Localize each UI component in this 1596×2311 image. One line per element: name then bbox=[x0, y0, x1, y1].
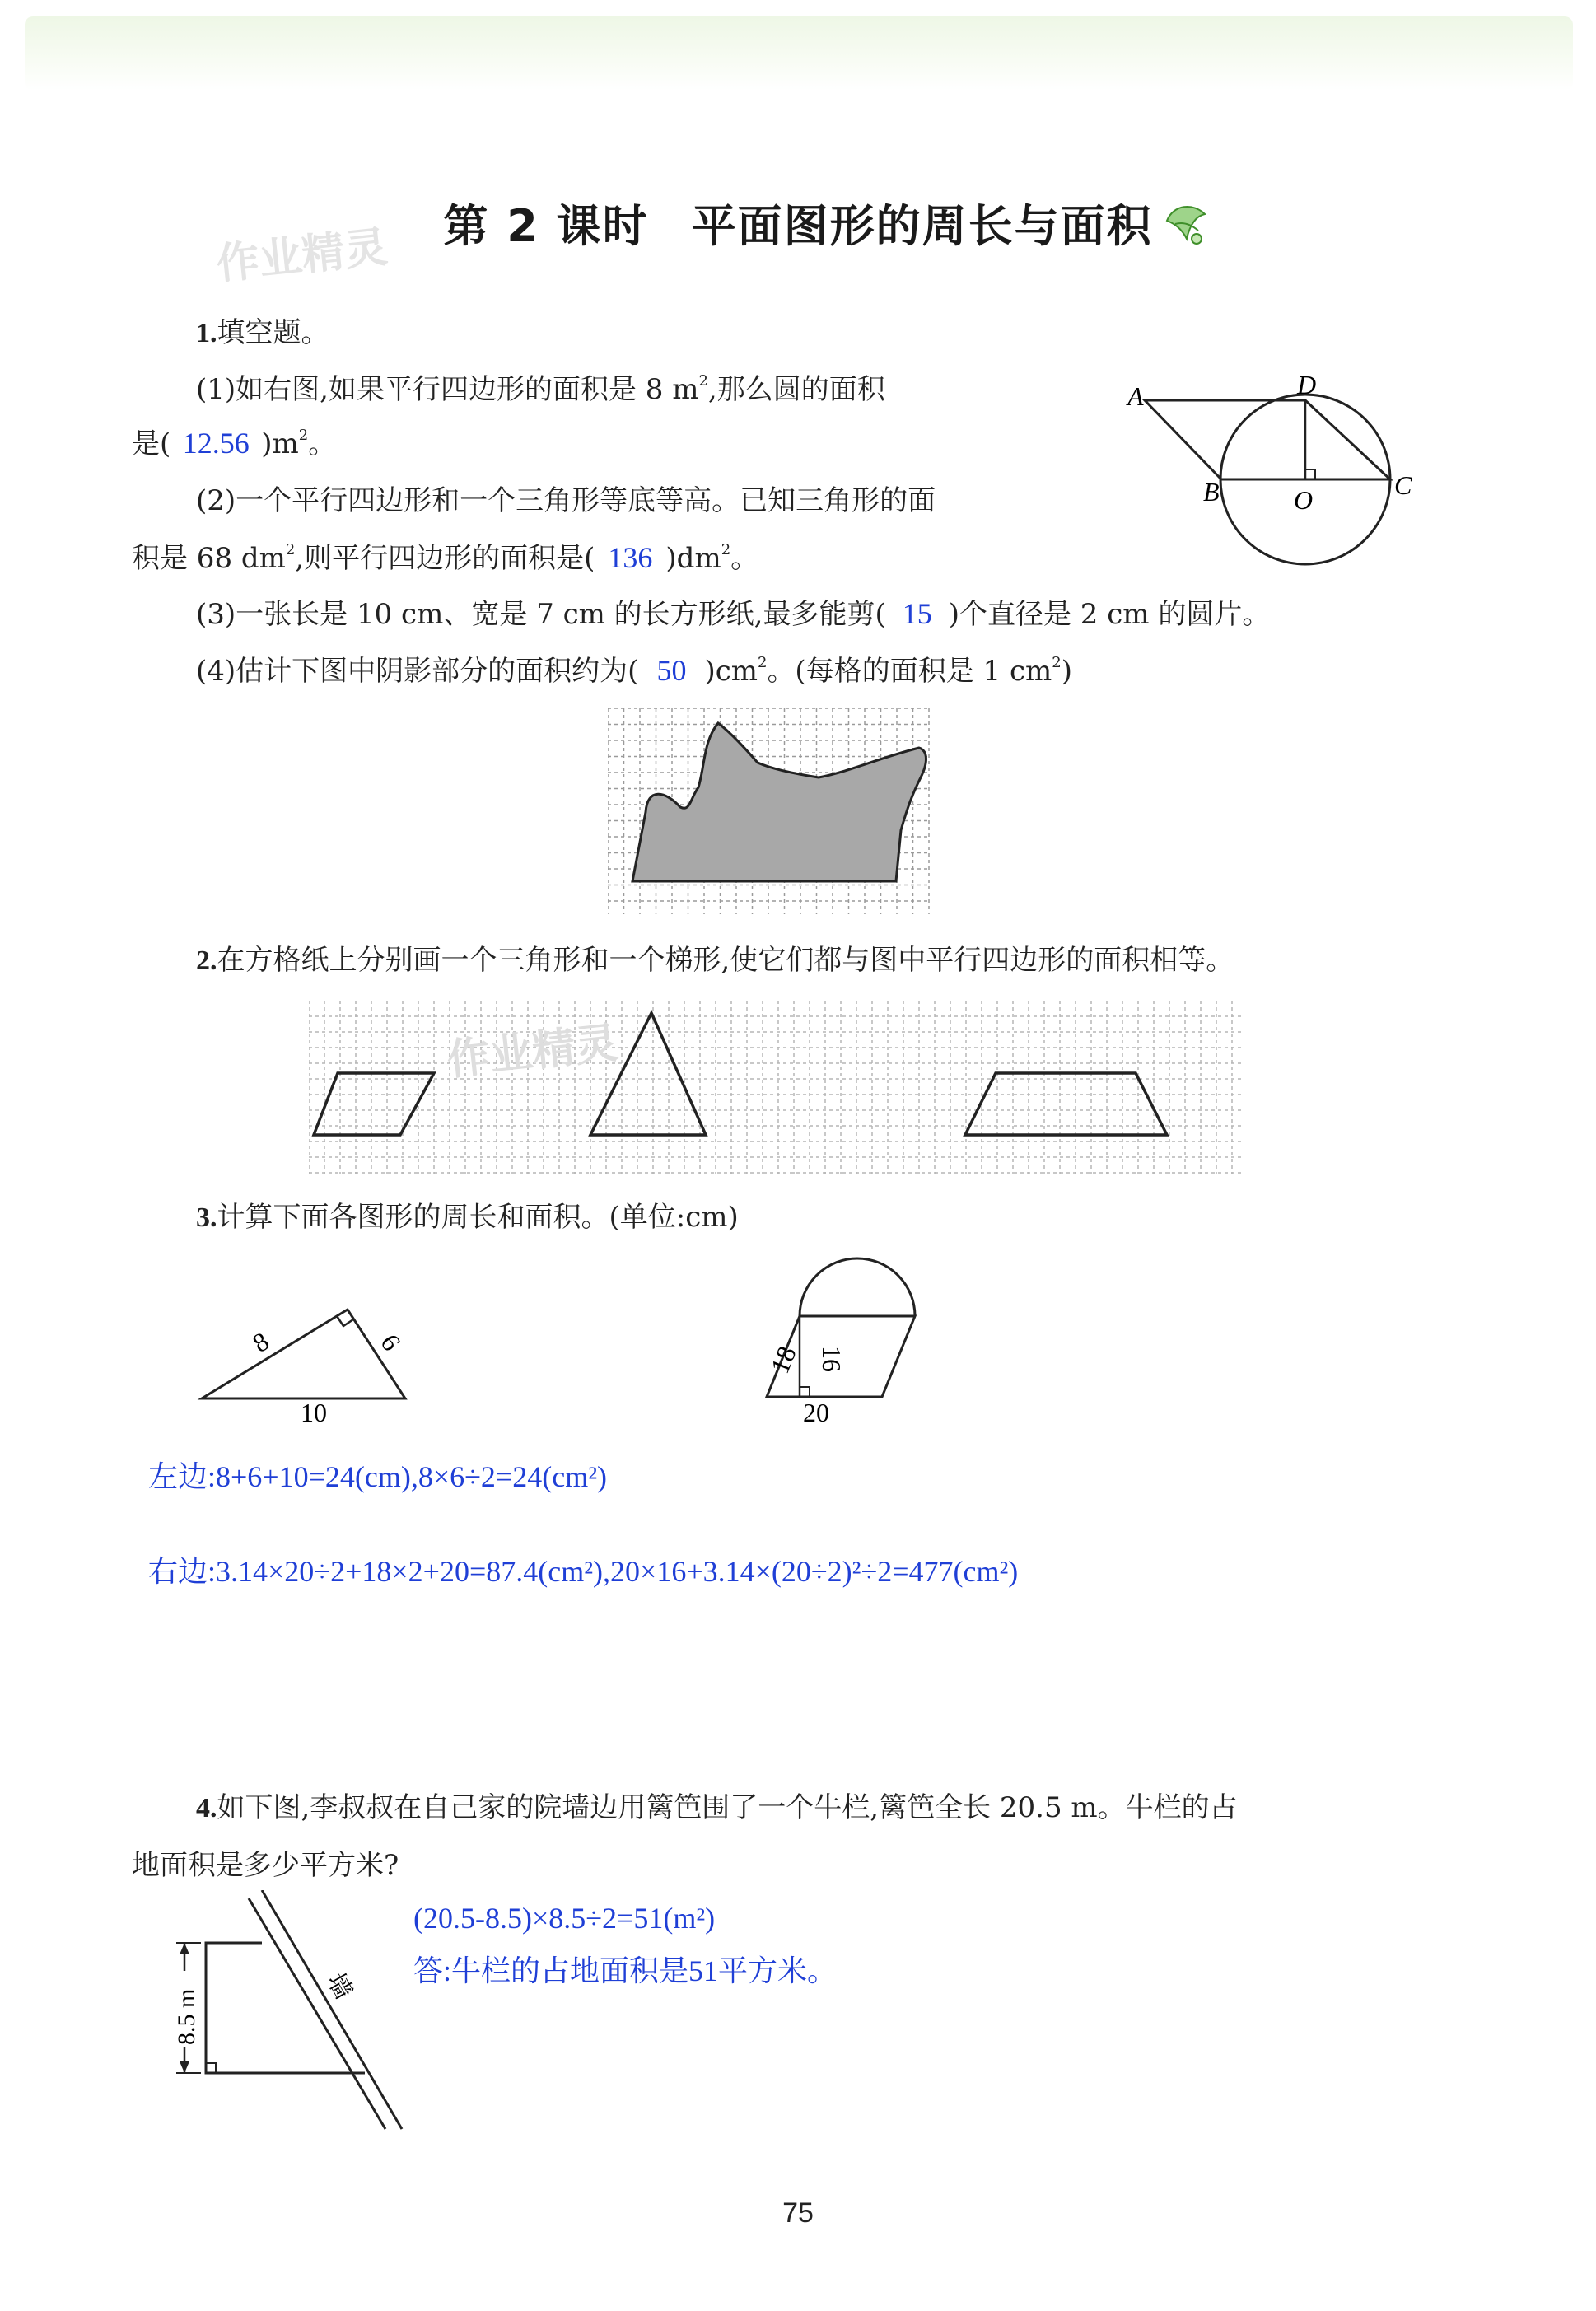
dotted-grid bbox=[309, 1001, 1244, 1174]
watermark: 作业精灵 bbox=[214, 222, 390, 290]
cattle-pen-figure bbox=[173, 1890, 404, 2137]
q1-sub4-answer: 50 bbox=[656, 654, 687, 687]
label-8: 8 bbox=[247, 1325, 274, 1358]
lesson-label: 第 2 课时 bbox=[443, 200, 649, 252]
parallelogram-shape bbox=[1145, 400, 1390, 479]
q4-line2: 地面积是多少平方米? bbox=[132, 1849, 399, 1882]
label-o: O bbox=[1294, 485, 1314, 515]
q1-sub3: (3)一张长是 10 cm、宽是 7 cm 的长方形纸,最多能剪( 15 )个直径是 2 cm 的圆片。 bbox=[196, 597, 1271, 631]
q3-answer-right: 右边:3.14×20÷2+18×2+20=87.4(cm²),20×16+3.14×(20÷2)²÷2=477(cm²) bbox=[148, 1555, 1019, 1588]
q4-line1: 4.如下图,李叔叔在自己家的院墙边用篱笆围了一个牛栏,篱笆全长 20.5 m。牛栏的占 bbox=[196, 1791, 1238, 1824]
q3-answer-left: 左边:8+6+10=24(cm),8×6÷2=24(cm²) bbox=[148, 1460, 607, 1493]
label-18: 18 bbox=[764, 1342, 802, 1378]
triangle-shape bbox=[202, 1310, 408, 1398]
label-6: 6 bbox=[375, 1328, 408, 1356]
leaf-ornament-icon bbox=[1157, 196, 1215, 254]
header-decoration-band bbox=[25, 16, 1573, 91]
right-triangle-figure bbox=[189, 1285, 420, 1433]
q4-answer-line1: (20.5-8.5)×8.5÷2=51(m²) bbox=[413, 1902, 716, 1935]
wall-line-outer bbox=[262, 1890, 402, 2129]
label-16: 16 bbox=[817, 1346, 847, 1372]
watermark: 作业精灵 bbox=[445, 1020, 621, 1085]
q2-grid-figure bbox=[309, 1001, 1248, 1182]
lesson-topic: 平面图形的周长与面积 bbox=[691, 200, 1153, 252]
wall-line-inner bbox=[249, 1898, 385, 2129]
q1-sub2-answer: 136 bbox=[608, 541, 653, 574]
q1-sub1-line1: (1)如右图,如果平行四边形的面积是 8 $m^2$,那么圆的面积 bbox=[196, 372, 885, 406]
label-a: A bbox=[1127, 381, 1144, 411]
label-c: C bbox=[1394, 470, 1412, 500]
q1-sub2-line1: (2)一个平行四边形和一个三角形等底等高。已知三角形的面 bbox=[196, 484, 936, 517]
semicircle-arc bbox=[800, 1258, 915, 1316]
label-d: D bbox=[1297, 371, 1317, 399]
q1-sub4: (4)估计下图中阴影部分的面积约为( 50 )$cm^2$。(每格的面积是 1 $cm^2$) bbox=[196, 654, 1072, 688]
page-number: 75 bbox=[782, 2197, 814, 2229]
q1-sub2-line2: 积是 68 $dm^2$,则平行四边形的面积是( 136 )$dm^2$。 bbox=[132, 541, 759, 575]
shaded-area-grid-figure bbox=[608, 708, 931, 916]
q1-sub3-answer: 15 bbox=[902, 597, 932, 630]
wall-label: 墙 bbox=[321, 1968, 357, 2004]
label-20: 20 bbox=[803, 1398, 829, 1427]
q1-heading: 1.填空题。 bbox=[196, 316, 329, 349]
q3-text: 3.计算下面各图形的周长和面积。(单位:cm) bbox=[196, 1201, 739, 1234]
dimension-label: 8.5 m bbox=[173, 1988, 200, 2045]
label-b: B bbox=[1203, 477, 1220, 507]
q1-sub1-answer: 12.56 bbox=[182, 427, 250, 460]
shaded-region bbox=[632, 723, 926, 881]
circle-parallelogram-figure bbox=[1116, 371, 1429, 577]
q4-answer-line2: 答:牛栏的占地面积是51平方米。 bbox=[413, 1954, 838, 1987]
q1-sub1-line2: 是( 12.56 )$m^2$。 bbox=[132, 427, 337, 460]
composite-shape-figure bbox=[754, 1252, 935, 1433]
label-10: 10 bbox=[301, 1398, 327, 1427]
q2-text: 2.在方格纸上分别画一个三角形和一个梯形,使它们都与图中平行四边形的面积相等。 bbox=[196, 944, 1234, 977]
